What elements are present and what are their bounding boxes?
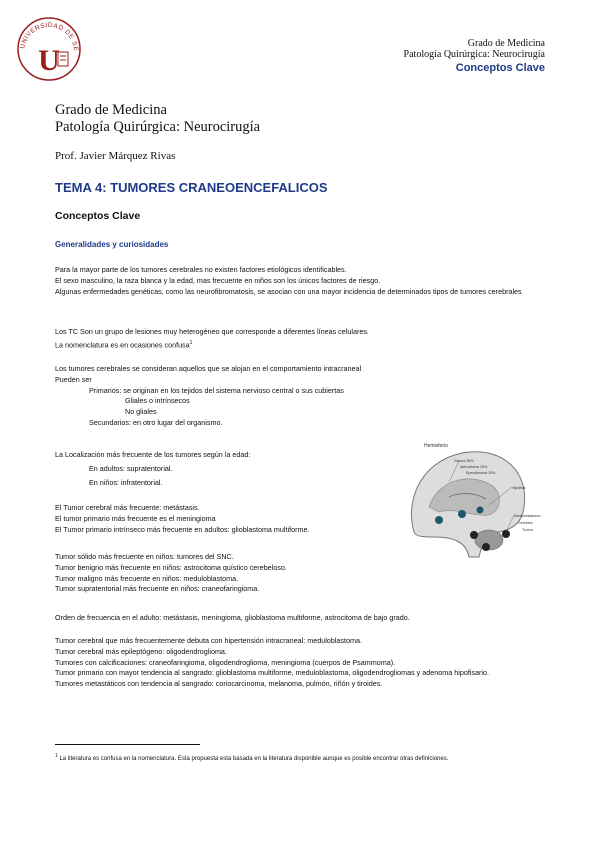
figure-label: Tronco [522, 528, 534, 532]
paragraph-features [55, 636, 555, 690]
footnote-text: La literatura es confusa en la nomenclatura. Esta propuesta esta basada en la literatura disponible aunque es posible encontrar otras definiciones. [59, 756, 449, 762]
text-line: La Localización más frecuente de los tumores según la edad: [55, 450, 251, 459]
footnote [55, 752, 545, 764]
tema-heading: TEMA 4: TUMORES CRANEOENCEFALICOS [55, 180, 328, 195]
author: Prof. Javier Márquez Rivas [55, 150, 176, 162]
footnote-ref: 1 [189, 339, 193, 346]
figure-label: Ependimoma 15% [466, 471, 496, 475]
conceptos-heading: Conceptos Clave [55, 210, 141, 222]
document-title [55, 102, 260, 136]
text-line: Tumor maligno más frecuente en niños: meduloblastoma. [55, 573, 239, 583]
text-line: El sexo masculino, la raza blanca y la edad, mas frecuente en niños son los únicos factores de riesgo. [55, 275, 381, 285]
text-span: La nomenclatura es en ocasiones confusa [55, 340, 190, 350]
svg-text:U: U [38, 44, 60, 77]
text-line: No gliales [125, 407, 157, 417]
text-line: El tumor primario más frecuente es el meningioma [55, 513, 216, 523]
footnote-mark: 1 [55, 753, 58, 759]
paragraph-intro [55, 265, 555, 297]
text-line: Tumor sólido más frecuente en niños: tumores del SNC. [55, 552, 234, 561]
section-heading: Generalidades y curiosidades [55, 240, 169, 249]
footnote-divider [55, 744, 200, 745]
figure-label: Cerebelo [518, 521, 533, 525]
header-line-2: Patología Quirúrgica: Neurocirugía [403, 49, 545, 60]
text-line: Los tumores cerebrales se consideran aquellos que se alojan en el comportamiento intracraneal [55, 364, 362, 373]
text-line: Tumor cerebral que más frecuentemente debuta con hipertensión intracraneal: meduloblastoma. [55, 636, 362, 645]
text-line: Algunas enfermedades genéticas, como las neurofibromatosis, se asocian con una mayor incidencia de determinados tipos de tumores cerebrales [55, 286, 522, 296]
paragraph-types [55, 364, 555, 429]
text-line: Pueden ser [55, 374, 92, 384]
text-line: Tumor primario con mayor tendencia al sangrado: glioblastoma multiforme, meduloblastoma, oligodendrogliomas y adenoma hipofisario. [55, 668, 489, 678]
header-key: Conceptos Clave [455, 62, 545, 74]
running-header [404, 38, 545, 74]
paragraph-order [55, 613, 555, 624]
paragraph-location [55, 450, 385, 488]
text-line: Para la mayor parte de los tumores cerebrales no existen factores etiológicos identificables. [55, 265, 347, 274]
figure-label: Hipófisis [512, 486, 526, 490]
text-line: El Tumor cerebral más frecuente: metástasis. [55, 503, 200, 512]
text-line: Secundarios: en otro lugar del organismo. [89, 417, 223, 427]
text-line: Tumor supratentorial más frecuente en niños: craneofaringioma. [55, 584, 260, 594]
paragraph-nomenclature [55, 327, 555, 351]
text-line: El Tumor primario intrínseco más frecuente en adultos: glioblastoma multiforme. [55, 524, 310, 534]
text-line: Orden de frecuencia en el adulto: metástasis, meningioma, glioblastoma multiforme, astrocitoma de bajo grado. [55, 613, 410, 622]
title-line-1: Grado de Medicina [55, 102, 167, 118]
paragraph-frequency [55, 503, 385, 535]
text-line: En niños: infratentorial. [89, 477, 163, 487]
text-line: Tumor benigno más frecuente en niños: astrocitoma quístico cerebeloso. [55, 562, 287, 572]
text-line: En adultos: supratentorial. [89, 463, 173, 473]
text-line: Tumores metastáticos con tendencia al sangrado: coriocarcinoma, melanoma, pulmón, riñón y tiroides. [55, 679, 383, 689]
title-line-2: Patología Quirúrgica: Neurocirugía [55, 119, 261, 135]
figure-label: Astrocitoma 25% [460, 465, 488, 469]
university-logo [14, 14, 84, 84]
figure-title: Hemisferio [424, 443, 448, 449]
text-line: Gliales o intrínsecos [125, 396, 190, 406]
text-line: Tumor cerebral más epileptógeno: oligodendroglioma. [55, 646, 227, 656]
text-line: Tumores con calcificaciones: craneofaringioma, oligodendroglioma, meningioma (cuerpos de Psammoma). [55, 657, 396, 667]
brain-tumor-figure [394, 437, 574, 567]
figure-label: Meduloblastoma [514, 514, 541, 518]
svg-text:UNIVERSIDAD DE SEVILLA: UNIVERSIDAD DE SE [19, 21, 80, 52]
text-line: Primarios: se originan en los tejidos del sistema nervioso central o sus cubiertas [89, 385, 344, 395]
header-line-1: Grado de Medicina [467, 38, 545, 49]
text-line [55, 338, 555, 351]
text-line: Los TC Son un grupo de lesiones muy heterogéneo que corresponde a diferentes líneas celulares. [55, 327, 369, 336]
figure-label: Glioma 35% [454, 459, 474, 463]
